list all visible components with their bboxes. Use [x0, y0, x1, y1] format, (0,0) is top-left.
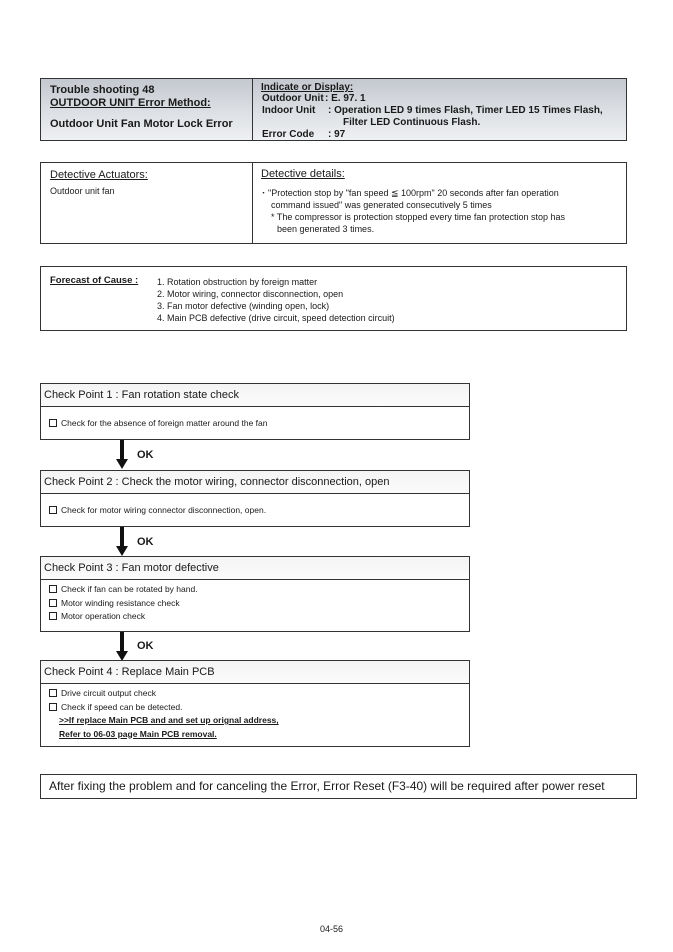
- outdoor-unit-label: Outdoor Unit: [262, 93, 324, 104]
- check-item: Check if fan can be rotated by hand.: [49, 583, 461, 597]
- check-point-title: Check Point 3 : Fan motor defective: [41, 557, 469, 580]
- error-reset-note: After fixing the problem and for canceling the Error, Error Reset (F3-40) will be required after power reset: [40, 774, 637, 799]
- cause-item: 1. Rotation obstruction by foreign matter: [157, 277, 318, 287]
- check-point-1: [40, 383, 470, 440]
- check-point-3: [40, 556, 470, 632]
- cause-item: 3. Fan motor defective (winding open, lock): [157, 301, 330, 311]
- actuators-label: Detective Actuators:: [50, 169, 148, 181]
- error-header-box: [40, 78, 627, 141]
- pcb-replace-link[interactable]: >>If replace Main PCB and and set up orignal address,: [59, 715, 279, 725]
- indoor-unit-label: Indoor Unit: [262, 105, 316, 116]
- detective-actuators-panel: [41, 163, 253, 243]
- error-title-panel: [41, 79, 253, 140]
- error-code-label: Error Code: [262, 129, 315, 140]
- pcb-removal-link[interactable]: Refer to 06-03 page Main PCB removal.: [59, 728, 217, 739]
- error-code-value: : 97: [328, 129, 346, 140]
- ok-label: OK: [137, 449, 154, 461]
- down-arrow-icon: [116, 527, 128, 557]
- error-name: Outdoor Unit Fan Motor Lock Error: [50, 118, 233, 130]
- indoor-unit-value-cont: Filter LED Continuous Flash.: [343, 117, 481, 128]
- ok-label: OK: [137, 536, 154, 548]
- check-item: Motor operation check: [49, 610, 461, 624]
- cause-item: 4. Main PCB defective (drive circuit, speed detection circuit): [157, 313, 395, 323]
- check-item: Check for motor wiring connector disconnection, open.: [49, 504, 461, 518]
- down-arrow-icon: [116, 632, 128, 662]
- check-point-title: Check Point 2 : Check the motor wiring, connector disconnection, open: [41, 471, 469, 494]
- indicate-label: Indicate or Display:: [261, 82, 354, 93]
- checkbox-icon: [49, 585, 57, 593]
- outdoor-unit-value: : E. 97. 1: [325, 93, 366, 104]
- detail-line: been generated 3 times.: [277, 224, 375, 234]
- forecast-label: Forecast of Cause :: [50, 275, 139, 286]
- actuator-value: Outdoor unit fan: [50, 186, 115, 196]
- indicate-panel: [253, 79, 626, 140]
- details-label: Detective details:: [261, 168, 345, 180]
- ok-label: OK: [137, 640, 154, 652]
- detail-line: * The compressor is protection stopped every time fan protection stop has: [271, 212, 565, 222]
- cause-item: 2. Motor wiring, connector disconnection, open: [157, 289, 344, 299]
- detective-box: [40, 162, 627, 244]
- checkbox-icon: [49, 703, 57, 711]
- detail-line: ・"Protection stop by "fan speed ≦ 100rpm" 20 seconds after fan operation: [259, 188, 559, 198]
- detective-details-panel: [253, 163, 626, 243]
- check-point-title: Check Point 1 : Fan rotation state check: [41, 384, 469, 407]
- trouble-shooting-number: Trouble shooting 48: [50, 84, 155, 96]
- check-point-2: [40, 470, 470, 527]
- checkbox-icon: [49, 506, 57, 514]
- checkbox-icon: [49, 419, 57, 427]
- method-title: OUTDOOR UNIT Error Method:: [50, 97, 211, 109]
- check-item: Drive circuit output check: [49, 687, 461, 701]
- down-arrow-icon: [116, 440, 128, 470]
- checkbox-icon: [49, 689, 57, 697]
- check-point-title: Check Point 4 : Replace Main PCB: [41, 661, 469, 684]
- checkbox-icon: [49, 612, 57, 620]
- indoor-unit-value: : Operation LED 9 times Flash, Timer LED 15 Times Flash,: [328, 105, 603, 116]
- check-point-4: [40, 660, 470, 747]
- detail-line: command issued" was generated consecutively 5 times: [271, 200, 492, 210]
- check-item: Check for the absence of foreign matter around the fan: [49, 417, 461, 431]
- forecast-box: [40, 266, 627, 331]
- page-number: 04-56: [320, 924, 344, 934]
- check-item: Check if speed can be detected.: [49, 701, 461, 715]
- checkbox-icon: [49, 599, 57, 607]
- check-item: Motor winding resistance check: [49, 597, 461, 611]
